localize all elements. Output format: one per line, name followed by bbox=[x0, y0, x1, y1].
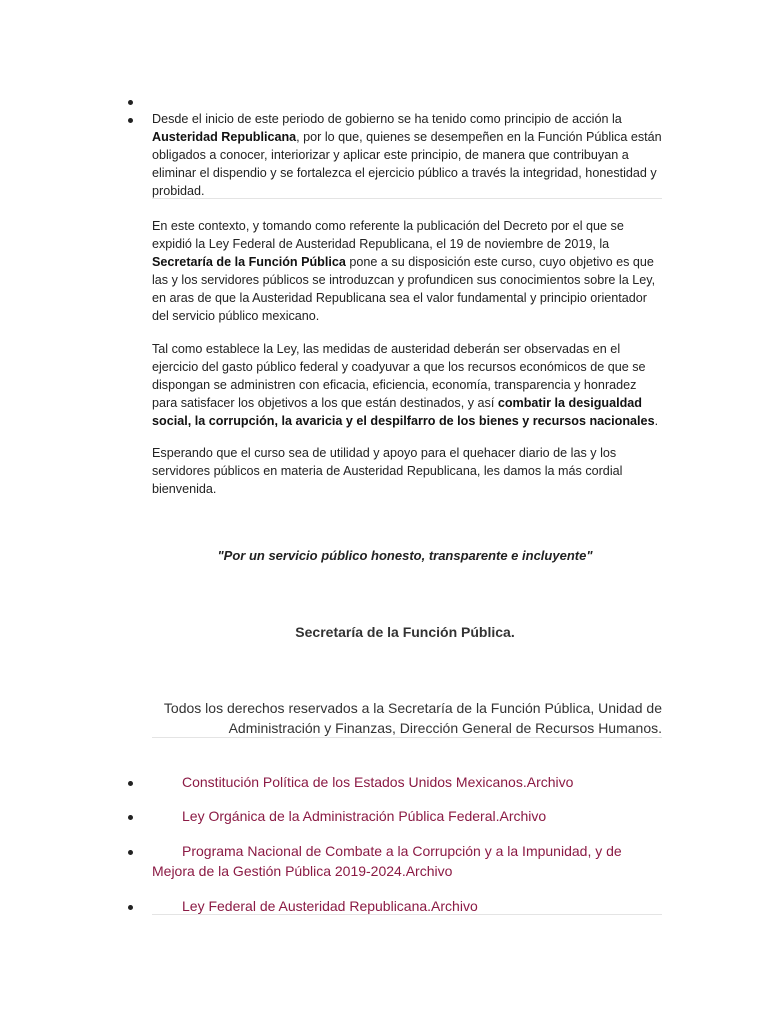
divider bbox=[152, 914, 662, 915]
list-item bbox=[128, 772, 668, 792]
law-text-end: . bbox=[654, 414, 659, 428]
list-bullet bbox=[128, 815, 133, 820]
intro-text-end: , por lo que, quienes se desempeñen en la Función Pública están obligados a conocer, interiorizar y aplicar este principio, de manera que contribuyan a eliminar el dispendio y se fortalezca el ejercicio público a través la integridad, honestidad y probidad. bbox=[152, 130, 662, 198]
intro-bold-austeridad: Austeridad Republicana bbox=[152, 130, 297, 144]
intro-text-start: Desde el inicio de este periodo de gobierno se ha tenido como principio de acción la bbox=[152, 112, 622, 126]
context-text-end: pone a su disposición este curso, cuyo objetivo es que las y los servidores públicos se introduzcan y profundicen sus conocimientos sobre la Ley, en aras de que la Austeridad Republicana sea el valor fundamental y principio orientador del servicio público mexicano. bbox=[152, 255, 656, 323]
context-paragraph bbox=[152, 217, 664, 325]
rights-notice: Todos los derechos reservados a la Secretaría de la Función Pública, Unidad de Administración y Finanzas, Dirección General de Recursos Humanos. bbox=[163, 700, 662, 736]
law-text-start: Tal como establece la Ley, las medidas de austeridad deberán ser observadas en el ejercicio del gasto público federal y coadyuvar a que los recursos económicos de que se dispongan se administren con eficacia, eficiencia, economía, transparencia y honradez para satisfacer los objetivos a los que están destinados, y así bbox=[152, 342, 646, 410]
list-item bbox=[128, 806, 668, 826]
list-bullet bbox=[128, 905, 133, 910]
context-bold-secretaria: Secretaría de la Función Pública bbox=[152, 255, 346, 269]
divider bbox=[152, 198, 662, 199]
divider bbox=[152, 737, 662, 738]
link-ley-austeridad[interactable]: Ley Federal de Austeridad Republicana.Archivo bbox=[182, 898, 478, 914]
list-bullet bbox=[128, 850, 133, 855]
link-programa-nacional[interactable]: Programa Nacional de Combate a la Corrupción y a la Impunidad, y de Mejora de la Gestión Pública 2019-2024.Archivo bbox=[152, 843, 622, 879]
welcome-text: Esperando que el curso sea de utilidad y apoyo para el quehacer diario de las y los servidores públicos en materia de Austeridad Republicana, les damos la más cordial bienvenida. bbox=[152, 446, 623, 496]
law-paragraph bbox=[152, 340, 664, 430]
law-bold-objective: combatir la desigualdad social, la corrupción, la avaricia y el despilfarro de los bienes y recursos nacionales bbox=[152, 396, 655, 428]
list-bullet bbox=[128, 781, 133, 786]
intro-list-bullet bbox=[128, 118, 133, 123]
link-ley-organica[interactable]: Ley Orgánica de la Administración Pública Federal.Archivo bbox=[182, 808, 547, 824]
organization-name: Secretaría de la Función Pública. bbox=[295, 624, 515, 640]
list-item bbox=[128, 896, 668, 916]
link-constitucion[interactable]: Constitución Política de los Estados Unidos Mexicanos.Archivo bbox=[182, 774, 574, 790]
intro-paragraph bbox=[152, 110, 664, 200]
empty-list-bullet bbox=[128, 100, 133, 105]
list-item bbox=[128, 841, 668, 881]
welcome-paragraph bbox=[152, 444, 664, 498]
context-text-start: En este contexto, y tomando como referente la publicación del Decreto por el que se expidió la Ley Federal de Austeridad Republicana, el 19 de noviembre de 2019, la bbox=[152, 219, 624, 251]
motto: "Por un servicio público honesto, transparente e incluyente" bbox=[217, 548, 593, 563]
